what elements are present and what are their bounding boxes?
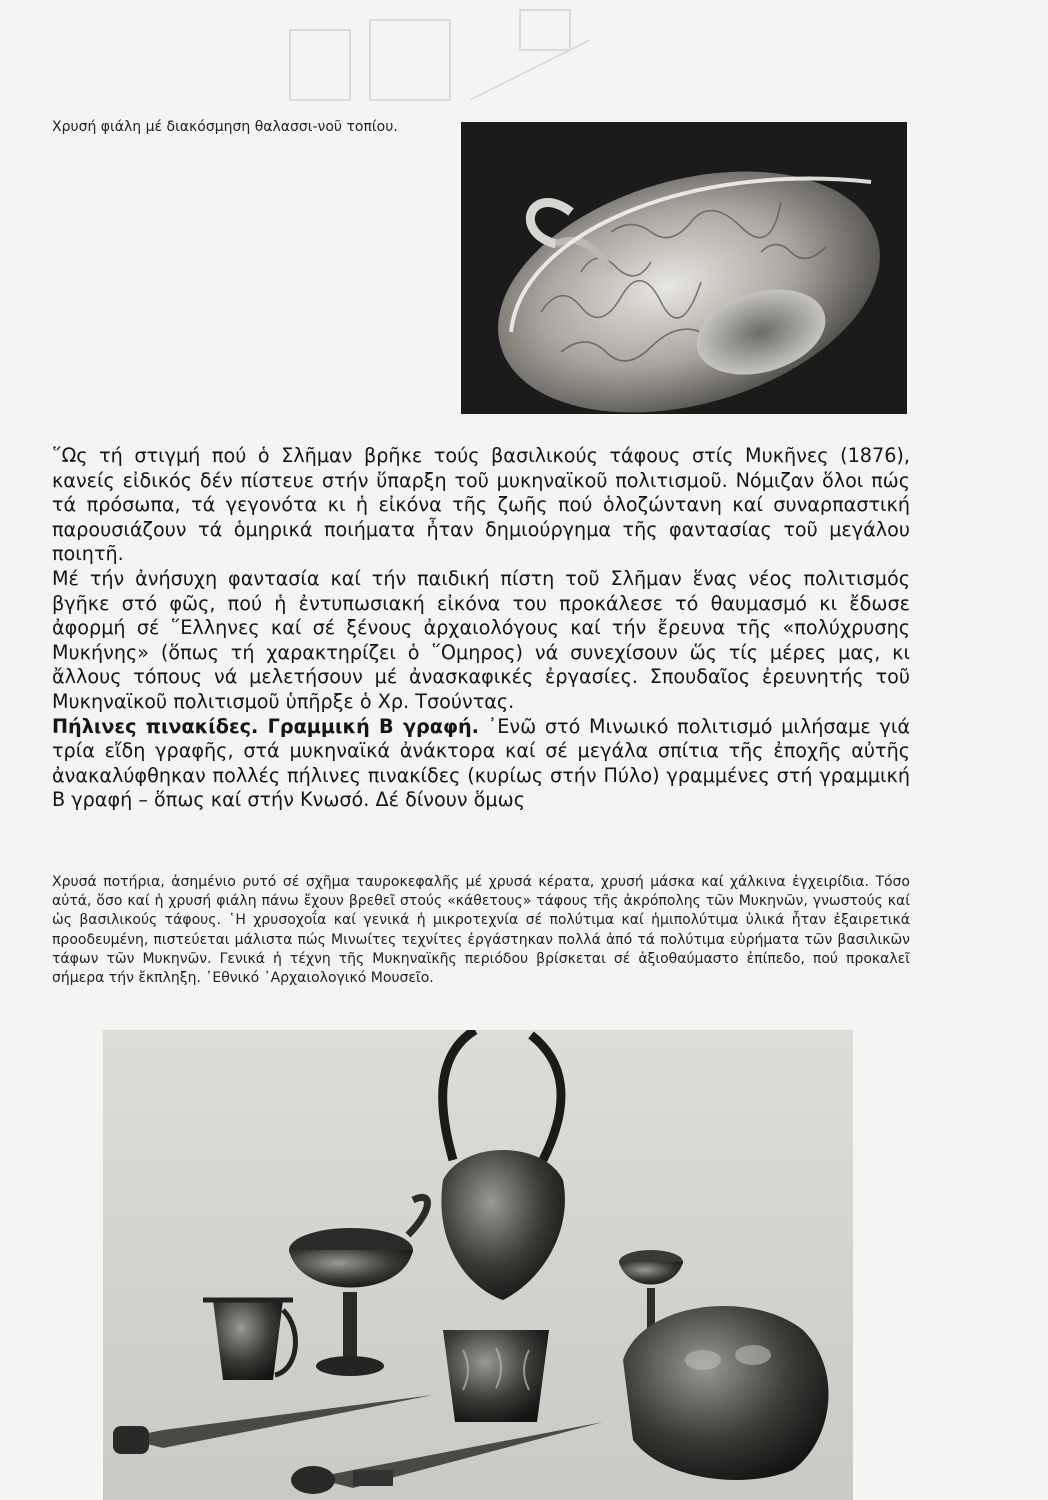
paragraph-linear-b-text: ᾿Ενῶ στό Μινωικό πολιτισμό μιλήσαμε γιά τρία εἴδη γραφῆς, στά μυκηναϊκά ἀνάκτορα καί σέ μεγάλα σπίτια τῆς ἐποχῆς αὐτῆς ἀνακαλύφθηκαν πολλές πήλινες πινακίδες (κυρίως στήν Πύλο) γραμμένες στή γραμμική Β γραφή – ὅπως καί στήν Κνωσό. Δέ δίνουν ὅμως bbox=[52, 714, 910, 812]
show-through-print bbox=[280, 0, 600, 110]
top-photo-caption: Χρυσή φιάλη μέ διακόσμηση θαλασσι-νοῦ τοπίου. bbox=[52, 119, 398, 135]
gold-bowl-photo bbox=[461, 122, 907, 414]
section-heading-linear-b: Πήλινες πινακίδες. Γραμμική Β γραφή. bbox=[52, 714, 479, 738]
main-body-text bbox=[52, 444, 910, 813]
paragraph-new-civilization: Μέ τήν ἀνήσυχη φαντασία καί τήν παιδική πίστη τοῦ Σλῆμαν ἕνας νέος πολιτισμός βγῆκε στό φῶς, πού ἡ ἐντυπωσιακή εἰκόνα του προκάλεσε τό θαυμασμό κι ἔδωσε ἀφορμή σέ ῞Ελληνες καί σέ ξένους ἀρχαιολόγους καί τήν ἔρευνα τῆς «πολύχρυσης Μυκήνης» (ὅπως τή χαρακτηρίζει ὁ ῞Ομηρος) νά συνεχίσουν ὥς τίς μέρες μας, κι ἄλλους τόπους νά μελετήσουν μέ ἀνασκαφικές ἐργασίες. Σπουδαῖος ἐρευνητής τοῦ Μυκηναϊκοῦ πολιτισμοῦ ὑπῆρξε ὁ Χρ. Τσούντας. bbox=[52, 566, 910, 713]
paragraph-linear-b bbox=[52, 715, 910, 813]
paragraph-schliemann: ῞Ως τή στιγμή πού ὁ Σλῆμαν βρῆκε τούς βασιλικούς τάφους στίς Μυκῆνες (1876), κανείς εἰδικός δέν πίστευε στήν ὕπαρξη τοῦ μυκηναϊκοῦ πολιτισμοῦ. Νόμιζαν ὅλοι πώς τά πρόσωπα, τά γεγονότα κι ἡ εἰκόνα τῆς ζωῆς πού ὁλοζώντανη καί συναρπαστική παρουσιάζουν τά ὁμηρικά ποιήματα ἦταν δημιούργημα τῆς φαντασίας τοῦ μεγάλου ποιητῆ. bbox=[52, 444, 910, 566]
bottom-photo-caption: Χρυσά ποτήρια, ἀσημένιο ρυτό σέ σχῆμα ταυροκεφαλῆς μέ χρυσά κέρατα, χρυσή μάσκα καί χάλκινα ἐγχειρίδια. Τόσο αὐτά, ὅσο καί ἡ χρυσή φιάλη πάνω ἔχουν βρεθεῖ στούς «κάθετους» τάφους τῆς ἀκρόπολης τῶν Μυκηνῶν, γνωστούς καί ὡς βασιλικούς τάφους. ῾Η χρυσοχοΐα καί γενικά ἡ μικροτεχνία σέ πολύτιμα καί ἡμιπολύτιμα ὑλικά ἦταν ἐξαιρετικά προοδευμένη, πιστεύεται μάλιστα πώς Μινωίτες τεχνίτες ἐργάστηκαν πολλά ἀπό τά πολύτιμα εὑρήματα τῶν βασιλικῶν τάφων τῶν Μυκηνῶν. Γενικά ἡ τέχνη τῆς Μυκηναϊκῆς περιόδου βρίσκεται σέ ἀξιοθαύμαστο ἐπίπεδο, πού προκαλεῖ σήμερα τήν ἔκπληξη. ᾿Εθνικό ᾿Αρχαιολογικό Μουσεῖο. bbox=[52, 874, 910, 987]
mycenaean-treasures-photo bbox=[103, 1030, 853, 1500]
